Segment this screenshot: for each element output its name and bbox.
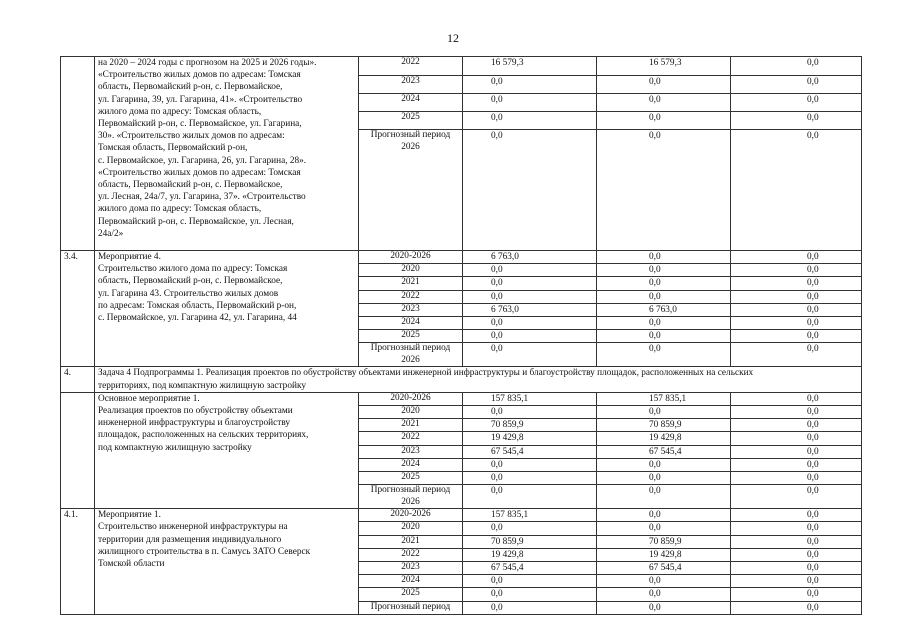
funding-amount-cell	[597, 432, 731, 445]
amount-value: 67 545,4	[649, 563, 682, 574]
amount-value: 0,0	[491, 95, 503, 105]
other-amount-cell	[731, 251, 862, 264]
year-cell: 2025	[359, 112, 463, 130]
table-row	[61, 509, 862, 522]
funding-amount-cell	[597, 76, 731, 94]
amount-value: 0,0	[807, 473, 819, 484]
other-amount-cell	[731, 522, 862, 535]
year-cell: 2024	[359, 458, 463, 471]
funding-amount-cell	[597, 472, 731, 485]
year-cell: 2021	[359, 535, 463, 548]
funding-amount-cell	[597, 419, 731, 432]
amount-value: 0,0	[649, 344, 661, 355]
table-row	[61, 57, 862, 76]
amount-value: 70 859,9	[649, 420, 682, 431]
amount-value: 70 859,9	[491, 536, 524, 547]
funding-amount-cell	[597, 562, 731, 575]
amount-value: 0,0	[491, 486, 503, 497]
other-amount-cell	[731, 509, 862, 522]
funding-amount-cell	[597, 57, 731, 76]
funding-amount-cell	[597, 458, 731, 471]
amount-value: 0,0	[649, 331, 661, 342]
amount-value: 0,0	[807, 331, 819, 342]
amount-value: 0,0	[807, 252, 819, 262]
amount-value: 157 835,1	[491, 510, 529, 521]
year-cell: Прогнозный период 2026	[359, 130, 463, 251]
funding-amount-cell	[597, 303, 731, 316]
funding-amount-cell	[597, 94, 731, 112]
other-amount-cell	[731, 57, 862, 76]
total-amount-cell	[463, 277, 597, 290]
item-number: 4.1.	[61, 509, 95, 615]
total-amount-cell	[463, 445, 597, 458]
total-amount-cell	[463, 601, 597, 614]
item-number	[61, 392, 95, 508]
total-amount-cell	[463, 419, 597, 432]
amount-value: 0,0	[649, 291, 661, 302]
amount-value: 0,0	[491, 576, 503, 587]
item-number: 3.4.	[61, 251, 95, 367]
funding-amount-cell	[597, 330, 731, 343]
item-description: Основное мероприятие 1. Реализация проектов по обустройству объектами инженерной инфраструктуры и благоустройству площадок, расположенных на сельских территориях, под компактную жилищную застройку	[95, 392, 359, 508]
funding-amount-cell	[597, 485, 731, 509]
other-amount-cell	[731, 94, 862, 112]
amount-value: 0,0	[807, 563, 819, 574]
amount-value: 67 545,4	[491, 563, 524, 574]
amount-value: 70 859,9	[491, 420, 524, 431]
other-amount-cell	[731, 601, 862, 614]
year-cell: 2020-2026	[359, 251, 463, 264]
amount-value: 0,0	[649, 473, 661, 484]
year-cell: 2021	[359, 277, 463, 290]
item-number	[61, 57, 95, 251]
table-row	[61, 251, 862, 264]
funding-amount-cell	[597, 406, 731, 419]
total-amount-cell	[463, 251, 597, 264]
amount-value: 0,0	[649, 523, 661, 534]
amount-value: 0,0	[649, 113, 661, 123]
year-cell: 2023	[359, 303, 463, 316]
amount-value: 0,0	[807, 318, 819, 329]
amount-value: 0,0	[491, 344, 503, 355]
funding-amount-cell	[597, 277, 731, 290]
total-amount-cell	[463, 485, 597, 509]
amount-value: 0,0	[807, 576, 819, 587]
amount-value: 0,0	[649, 576, 661, 587]
total-amount-cell	[463, 458, 597, 471]
amount-value: 0,0	[491, 77, 503, 87]
total-amount-cell	[463, 76, 597, 94]
funding-amount-cell	[597, 343, 731, 367]
amount-value: 0,0	[649, 486, 661, 497]
funding-amount-cell	[597, 392, 731, 405]
funding-amount-cell	[597, 548, 731, 561]
amount-value: 19 429,8	[491, 549, 524, 560]
amount-value: 0,0	[807, 344, 819, 355]
other-amount-cell	[731, 76, 862, 94]
amount-value: 0,0	[807, 131, 819, 141]
other-amount-cell	[731, 458, 862, 471]
amount-value: 0,0	[807, 523, 819, 534]
task-number: 4.	[61, 367, 95, 392]
total-amount-cell	[463, 317, 597, 330]
amount-value: 0,0	[649, 77, 661, 87]
amount-value: 0,0	[807, 58, 819, 68]
total-amount-cell	[463, 264, 597, 277]
funding-amount-cell	[597, 522, 731, 535]
other-amount-cell	[731, 406, 862, 419]
amount-value: 0,0	[807, 113, 819, 123]
other-amount-cell	[731, 130, 862, 251]
amount-value: 0,0	[807, 446, 819, 457]
amount-value: 0,0	[807, 265, 819, 276]
amount-value: 157 835,1	[649, 393, 687, 404]
year-cell: 2020	[359, 264, 463, 277]
amount-value: 6 763,0	[649, 304, 677, 315]
amount-value: 0,0	[491, 318, 503, 329]
other-amount-cell	[731, 588, 862, 601]
total-amount-cell	[463, 588, 597, 601]
amount-value: 0,0	[807, 95, 819, 105]
other-amount-cell	[731, 392, 862, 405]
amount-value: 0,0	[807, 589, 819, 600]
amount-value: 0,0	[491, 265, 503, 276]
other-amount-cell	[731, 562, 862, 575]
amount-value: 0,0	[649, 131, 661, 141]
amount-value: 0,0	[491, 523, 503, 534]
total-amount-cell	[463, 112, 597, 130]
amount-value: 0,0	[807, 420, 819, 431]
funding-amount-cell	[597, 588, 731, 601]
other-amount-cell	[731, 317, 862, 330]
other-amount-cell	[731, 472, 862, 485]
amount-value: 0,0	[807, 459, 819, 470]
amount-value: 0,0	[649, 459, 661, 470]
amount-value: 67 545,4	[491, 446, 524, 457]
year-cell: 2025	[359, 330, 463, 343]
amount-value: 0,0	[491, 113, 503, 123]
amount-value: 67 545,4	[649, 446, 682, 457]
year-cell: 2020-2026	[359, 392, 463, 405]
total-amount-cell	[463, 392, 597, 405]
amount-value: 0,0	[807, 510, 819, 521]
amount-value: 0,0	[491, 602, 503, 613]
task-title: Задача 4 Подпрограммы 1. Реализация проектов по обустройству объектами инженерной инфраструктуры и благоустройству площадок, расположенных на сельских территориях, под компактную жилищную застройку	[95, 367, 862, 392]
other-amount-cell	[731, 330, 862, 343]
other-amount-cell	[731, 277, 862, 290]
amount-value: 0,0	[807, 602, 819, 613]
other-amount-cell	[731, 432, 862, 445]
total-amount-cell	[463, 94, 597, 112]
amount-value: 19 429,8	[649, 433, 682, 444]
amount-value: 0,0	[807, 536, 819, 547]
item-description: на 2020 – 2024 годы с прогнозом на 2025 и 2026 годы». «Строительство жилых домов по адресам: Томская область, Первомайский р-он, с. Первомайское, ул. Гагарина, 39, ул. Гагарина, 41». «Строительство жилого дома по адресу: Томская область, Первомайский р-он, с. Первомайское, ул. Гагарина, 30». «Строительство жилых домов по адресам: Томская область, Первомайский р-он, с. Первомайское, ул. Гагарина, 26, ул. Гагарина, 28». «Строительство жилых домов по адресам: Томская область, Первомайский р-он, с. Первомайское, ул. Лесная, 24а/7, ул. Гагарина, 37». «Строительство жилого дома по адресу: Томская область, Первомайский р-он, с. Первомайское, ул. Лесная, 24а/2»	[95, 57, 359, 251]
amount-value: 157 835,1	[491, 393, 529, 404]
amount-value: 0,0	[807, 304, 819, 315]
funding-table	[60, 56, 862, 615]
amount-value: 0,0	[491, 278, 503, 289]
item-description: Мероприятие 4. Строительство жилого дома по адресу: Томская область, Первомайский р-он, с. Первомайское, ул. Гагарина 43. Строительство жилых домов по адресам: Томская область, Первомайский р-он, с. Первомайское, ул. Гагарина 42, ул. Гагарина, 44	[95, 251, 359, 367]
total-amount-cell	[463, 575, 597, 588]
amount-value: 0,0	[491, 131, 503, 141]
year-cell: 2024	[359, 575, 463, 588]
other-amount-cell	[731, 343, 862, 367]
funding-amount-cell	[597, 601, 731, 614]
year-cell: 2023	[359, 76, 463, 94]
other-amount-cell	[731, 303, 862, 316]
other-amount-cell	[731, 535, 862, 548]
total-amount-cell	[463, 535, 597, 548]
year-cell: 2025	[359, 588, 463, 601]
total-amount-cell	[463, 472, 597, 485]
amount-value: 0,0	[649, 589, 661, 600]
amount-value: 0,0	[807, 433, 819, 444]
amount-value: 0,0	[649, 602, 661, 613]
amount-value: 0,0	[491, 473, 503, 484]
other-amount-cell	[731, 445, 862, 458]
total-amount-cell	[463, 330, 597, 343]
year-cell: 2024	[359, 94, 463, 112]
funding-amount-cell	[597, 112, 731, 130]
total-amount-cell	[463, 303, 597, 316]
amount-value: 16 579,3	[649, 58, 682, 68]
amount-value: 0,0	[649, 407, 661, 418]
funding-amount-cell	[597, 509, 731, 522]
year-cell: 2020	[359, 522, 463, 535]
total-amount-cell	[463, 130, 597, 251]
year-cell: Прогнозный период 2026	[359, 485, 463, 509]
amount-value: 6 763,0	[491, 304, 519, 315]
other-amount-cell	[731, 575, 862, 588]
amount-value: 0,0	[807, 486, 819, 497]
total-amount-cell	[463, 343, 597, 367]
amount-value: 6 763,0	[491, 252, 519, 262]
other-amount-cell	[731, 112, 862, 130]
amount-value: 0,0	[491, 331, 503, 342]
year-cell: Прогнозный период 2026	[359, 343, 463, 367]
total-amount-cell	[463, 406, 597, 419]
amount-value: 0,0	[649, 318, 661, 329]
amount-value: 0,0	[807, 407, 819, 418]
year-cell: 2022	[359, 290, 463, 303]
item-description: Мероприятие 1. Строительство инженерной инфраструктуры на территории для размещения индивидуального жилищного строительства в п. Самусь ЗАТО Северск Томской области	[95, 509, 359, 615]
year-cell: Прогнозный период	[359, 601, 463, 614]
year-cell: 2022	[359, 57, 463, 76]
funding-amount-cell	[597, 445, 731, 458]
year-cell: 2020-2026	[359, 509, 463, 522]
other-amount-cell	[731, 264, 862, 277]
year-cell: 2021	[359, 419, 463, 432]
amount-value: 0,0	[649, 95, 661, 105]
other-amount-cell	[731, 419, 862, 432]
amount-value: 19 429,8	[649, 549, 682, 560]
year-cell: 2022	[359, 432, 463, 445]
amount-value: 0,0	[807, 549, 819, 560]
other-amount-cell	[731, 548, 862, 561]
amount-value: 0,0	[649, 265, 661, 276]
funding-amount-cell	[597, 575, 731, 588]
total-amount-cell	[463, 509, 597, 522]
total-amount-cell	[463, 562, 597, 575]
total-amount-cell	[463, 57, 597, 76]
year-cell: 2024	[359, 317, 463, 330]
funding-amount-cell	[597, 317, 731, 330]
table-row	[61, 392, 862, 405]
total-amount-cell	[463, 290, 597, 303]
amount-value: 0,0	[491, 459, 503, 470]
funding-amount-cell	[597, 535, 731, 548]
amount-value: 70 859,9	[649, 536, 682, 547]
amount-value: 0,0	[807, 393, 819, 404]
funding-amount-cell	[597, 290, 731, 303]
total-amount-cell	[463, 548, 597, 561]
amount-value: 0,0	[807, 77, 819, 87]
other-amount-cell	[731, 485, 862, 509]
amount-value: 0,0	[491, 589, 503, 600]
total-amount-cell	[463, 522, 597, 535]
year-cell: 2023	[359, 562, 463, 575]
year-cell: 2023	[359, 445, 463, 458]
total-amount-cell	[463, 432, 597, 445]
amount-value: 19 429,8	[491, 433, 524, 444]
year-cell: 2025	[359, 472, 463, 485]
other-amount-cell	[731, 290, 862, 303]
amount-value: 0,0	[649, 252, 661, 262]
amount-value: 0,0	[491, 291, 503, 302]
funding-amount-cell	[597, 264, 731, 277]
amount-value: 0,0	[807, 291, 819, 302]
amount-value: 0,0	[807, 278, 819, 289]
amount-value: 16 579,3	[491, 58, 524, 68]
task-row	[61, 367, 862, 392]
funding-amount-cell	[597, 130, 731, 251]
year-cell: 2022	[359, 548, 463, 561]
amount-value: 0,0	[491, 407, 503, 418]
amount-value: 0,0	[649, 510, 661, 521]
amount-value: 0,0	[649, 278, 661, 289]
page-number: 12	[447, 31, 459, 45]
funding-amount-cell	[597, 251, 731, 264]
year-cell: 2020	[359, 406, 463, 419]
